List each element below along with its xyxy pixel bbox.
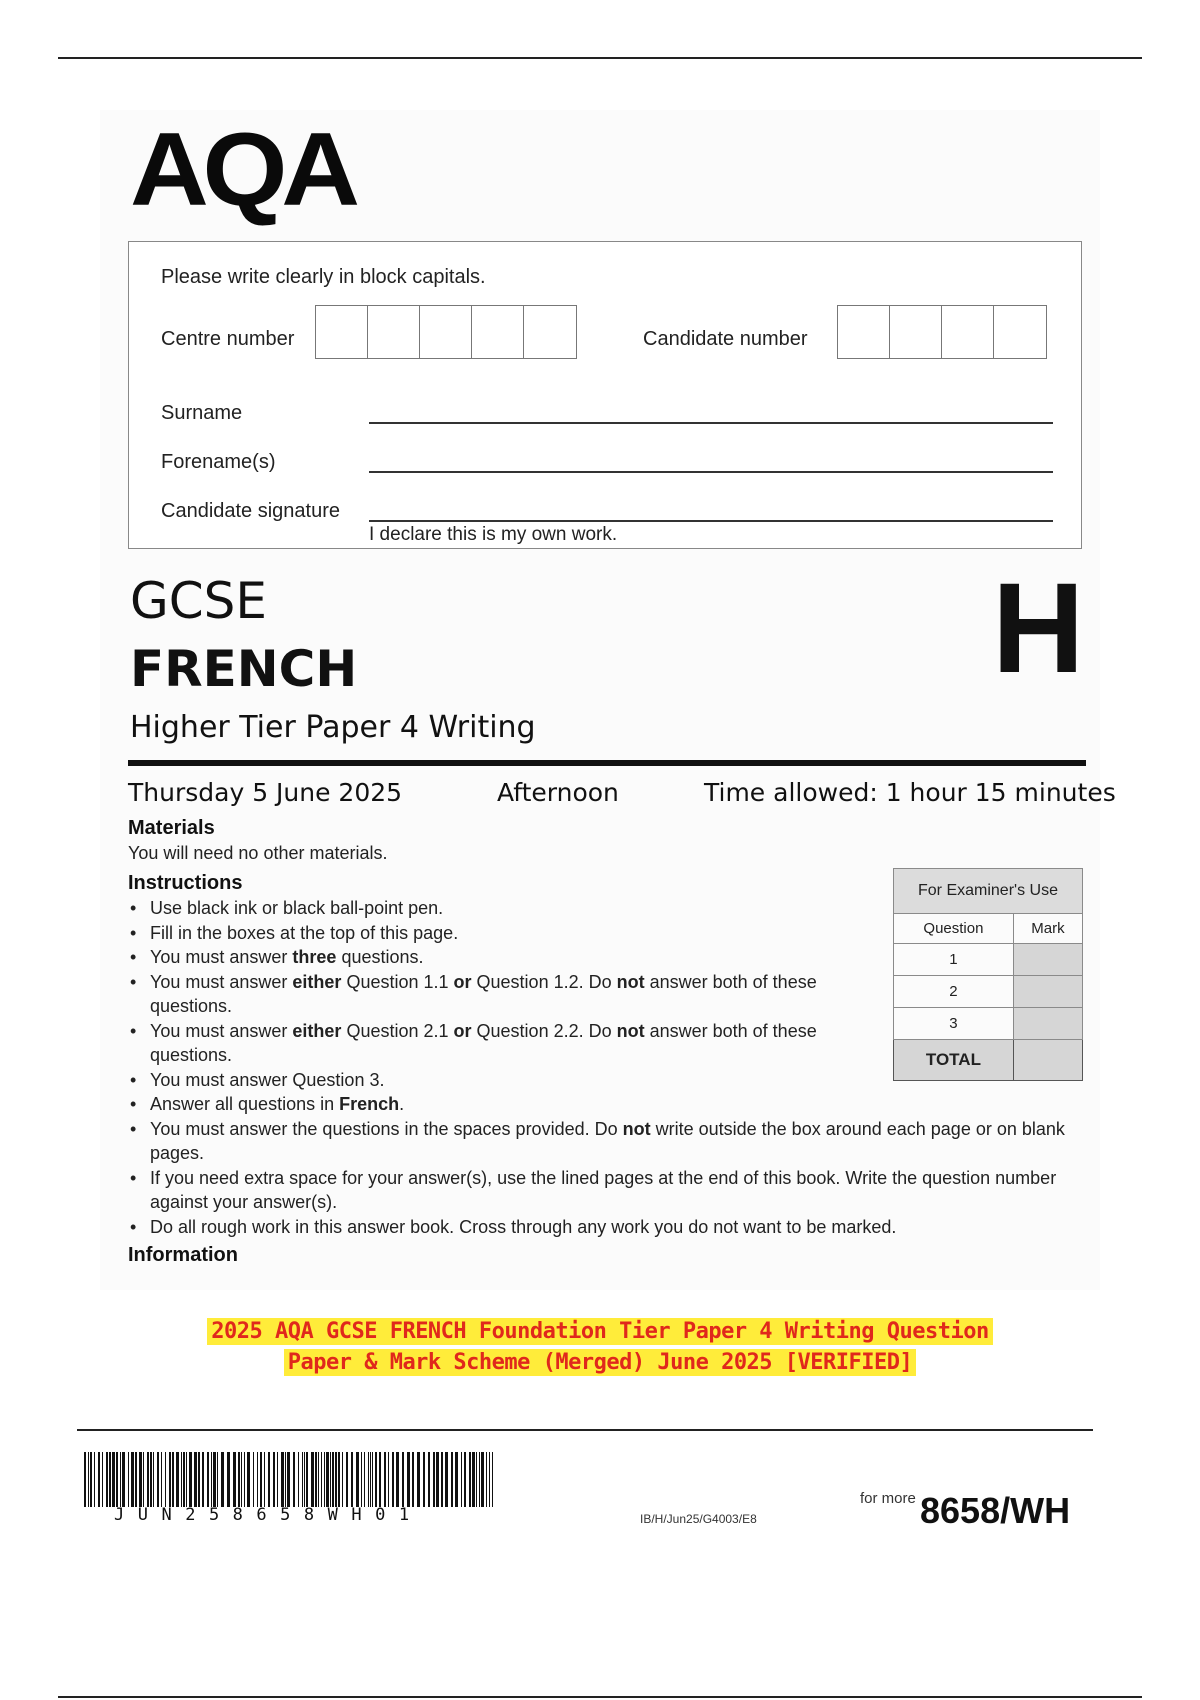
barcode-bar	[455, 1452, 458, 1507]
title-divider	[128, 760, 1086, 766]
forenames-label: Forename(s)	[161, 451, 276, 473]
instruction-text: answer both of these questions.	[150, 1020, 817, 1065]
instruction-emphasis: or	[453, 1020, 472, 1041]
mark-cell	[1013, 976, 1082, 1008]
barcode-bar	[147, 1452, 149, 1507]
mark-column-header: Mark	[1013, 914, 1082, 944]
forenames-line[interactable]	[369, 471, 1053, 473]
declaration-text: I declare this is my own work.	[369, 524, 618, 545]
instruction-text: Question 2.2. Do	[471, 1020, 617, 1041]
question-number: 1	[894, 944, 1014, 976]
instruction-text: You must answer	[150, 1020, 293, 1041]
barcode-bar	[342, 1452, 343, 1507]
barcode-bar	[298, 1452, 299, 1507]
barcode-bar	[106, 1452, 108, 1507]
barcode-bar	[102, 1452, 103, 1507]
barcode-bar	[326, 1452, 329, 1507]
barcode-bar	[433, 1452, 435, 1507]
instruction-emphasis: or	[453, 971, 472, 992]
instruction-emphasis: either	[292, 971, 342, 992]
barcode-bar	[120, 1452, 121, 1507]
candidate-number-label: Candidate number	[643, 328, 808, 350]
materials-text: You will need no other materials.	[128, 843, 388, 863]
barcode-bar	[486, 1452, 487, 1507]
signature-label: Candidate signature	[161, 500, 341, 522]
top-rule	[58, 57, 1142, 59]
barcode-bar	[472, 1452, 475, 1507]
instruction-text: Fill in the boxes at the top of this page.	[150, 922, 459, 943]
candidate-number-digit[interactable]	[890, 306, 942, 358]
barcode-bar	[306, 1452, 308, 1507]
barcode-bar	[396, 1452, 399, 1507]
barcode-bar	[281, 1452, 284, 1507]
barcode-text: JUN258658WH01	[114, 1505, 423, 1525]
barcode-bar	[213, 1452, 216, 1507]
instruction-text: You must answer the questions in the spaces provided. Do	[150, 1118, 623, 1139]
barcode-bar	[227, 1452, 230, 1507]
barcode-bar	[88, 1452, 89, 1507]
barcode-bar	[445, 1452, 448, 1507]
barcode-bar	[150, 1452, 152, 1507]
barcode-bar	[476, 1452, 477, 1507]
barcode-bar	[335, 1452, 337, 1507]
instruction-emphasis: not	[616, 971, 645, 992]
information-heading: Information	[128, 1244, 238, 1266]
barcode-bar	[402, 1452, 404, 1507]
barcode-bar	[94, 1452, 95, 1507]
candidate-details-box	[128, 241, 1082, 549]
barcode-graphic	[84, 1452, 500, 1507]
barcode-bar	[181, 1452, 182, 1507]
instruction-text: You must answer	[150, 971, 293, 992]
barcode-bar	[436, 1452, 439, 1507]
barcode-bar	[417, 1452, 420, 1507]
barcode-bar	[441, 1452, 443, 1507]
barcode-bar	[318, 1452, 319, 1507]
barcode-bar	[207, 1452, 209, 1507]
barcode-bar	[412, 1452, 414, 1507]
barcode-bar	[428, 1452, 430, 1507]
instruction-item	[128, 1166, 1078, 1215]
question-number: 2	[894, 976, 1014, 1008]
instruction-text: Question 1.1	[341, 971, 454, 992]
instruction-item	[128, 1019, 870, 1068]
barcode-bar	[370, 1452, 371, 1507]
barcode-bar	[330, 1452, 331, 1507]
instruction-text: questions.	[336, 947, 424, 967]
barcode-bar	[302, 1452, 303, 1507]
surname-label: Surname	[161, 402, 243, 424]
instruction-item	[128, 1092, 1078, 1117]
instruction-text: Question 1.2. Do	[471, 971, 617, 992]
barcode-bar	[268, 1452, 270, 1507]
instruction-text: .	[399, 1094, 405, 1114]
barcode-bar	[98, 1452, 100, 1507]
barcode-bar	[169, 1452, 171, 1507]
barcode-bar	[90, 1452, 92, 1507]
centre-number-digit[interactable]	[316, 306, 368, 358]
barcode-bar	[264, 1452, 265, 1507]
barcode-bar	[304, 1452, 305, 1507]
barcode-bar	[143, 1452, 144, 1507]
barcode-bar	[324, 1452, 325, 1507]
instruction-text: Use black ink or black ball-point pen.	[150, 898, 444, 918]
barcode-bar	[346, 1452, 348, 1507]
paper-code: 8658/WH	[920, 1490, 1071, 1531]
instruction-text: You must answer Question 3.	[150, 1069, 385, 1090]
barcode-bar	[135, 1452, 137, 1507]
paper-reference: IB/H/Jun25/G4003/E8	[640, 1512, 757, 1526]
barcode-bar	[238, 1452, 240, 1507]
barcode-bar	[364, 1452, 365, 1507]
footer-rule	[77, 1429, 1093, 1431]
instruction-item	[128, 970, 870, 1019]
aqa-logo: AQA	[130, 112, 354, 228]
total-label: TOTAL	[894, 1040, 1014, 1081]
centre-number-digit[interactable]	[420, 306, 472, 358]
barcode-bar	[116, 1452, 118, 1507]
barcode-bar	[489, 1452, 490, 1507]
tier-letter: H	[992, 557, 1085, 700]
barcode-bar	[244, 1452, 245, 1507]
barcode-bar	[338, 1452, 340, 1507]
barcode-bar	[172, 1452, 174, 1507]
barcode-bar	[407, 1452, 410, 1507]
barcode-bar	[392, 1452, 394, 1507]
instruction-emphasis: not	[616, 1020, 645, 1041]
instruction-item	[128, 1215, 1078, 1240]
instruction-text: Answer all questions in	[150, 1094, 340, 1114]
barcode-bar	[217, 1452, 218, 1507]
instruction-emphasis: three	[292, 947, 337, 967]
barcode-bar	[287, 1452, 290, 1507]
barcode-bar	[368, 1452, 369, 1507]
barcode-bar	[189, 1452, 192, 1507]
instructions-heading: Instructions	[128, 872, 243, 894]
barcode-bar	[161, 1452, 162, 1507]
barcode-bar	[241, 1452, 242, 1507]
centre-number-label: Centre number	[161, 328, 295, 350]
instruction-text: You must answer	[150, 947, 293, 967]
barcode-bar	[361, 1452, 362, 1507]
block-capitals-instruction: Please write clearly in block capitals.	[161, 266, 486, 288]
barcode-bar	[157, 1452, 159, 1507]
examiners-use-table	[893, 868, 1083, 1081]
barcode-bar	[112, 1452, 115, 1507]
barcode-bar	[139, 1452, 142, 1507]
materials-heading: Materials	[128, 817, 215, 839]
barcode-bar	[315, 1452, 317, 1507]
barcode-bar	[379, 1452, 381, 1507]
question-number: 3	[894, 1008, 1014, 1040]
barcode-bar	[122, 1452, 125, 1507]
qualification-title: GCSE	[130, 572, 267, 630]
barcode-bar	[211, 1452, 212, 1507]
total-mark-cell	[1013, 1040, 1082, 1081]
instruction-emphasis: not	[622, 1118, 651, 1139]
barcode-bar	[464, 1452, 466, 1507]
barcode-bar	[176, 1452, 179, 1507]
barcode-bar	[260, 1452, 262, 1507]
centre-number-boxes[interactable]	[315, 305, 577, 359]
barcode-bar	[469, 1452, 471, 1507]
exam-date: Thursday 5 June 2025	[128, 778, 403, 807]
barcode-bar	[351, 1452, 353, 1507]
barcode-bar	[109, 1452, 111, 1507]
promo-banner-line2: Paper & Mark Scheme (Merged) June 2025 [VERIFIED]	[284, 1349, 917, 1376]
question-column-header: Question	[894, 914, 1014, 944]
barcode-bar	[332, 1452, 334, 1507]
barcode-bar	[198, 1452, 200, 1507]
promo-banner	[0, 1316, 1200, 1378]
instruction-text: If you need extra space for your answer(s), use the lined pages at the end of this book. Write the question number against your answer(s).	[150, 1167, 1057, 1212]
barcode-bar	[372, 1452, 373, 1507]
barcode-bar	[153, 1452, 154, 1507]
barcode-bar	[388, 1452, 389, 1507]
barcode-bar	[384, 1452, 386, 1507]
instruction-emphasis: either	[292, 1020, 342, 1041]
mark-cell	[1013, 944, 1082, 976]
barcode-bar	[321, 1452, 322, 1507]
instruction-item	[128, 1117, 1078, 1166]
candidate-number-digit[interactable]	[994, 306, 1046, 358]
barcode-bar	[165, 1452, 166, 1507]
signature-line[interactable]	[369, 520, 1053, 522]
barcode-bar	[451, 1452, 453, 1507]
candidate-number-digit[interactable]	[942, 306, 994, 358]
barcode-bar	[257, 1452, 258, 1507]
barcode-bar	[461, 1452, 462, 1507]
barcode-bar	[356, 1452, 359, 1507]
barcode-bar	[285, 1452, 286, 1507]
bottom-rule	[58, 1696, 1142, 1698]
subject-title: FRENCH	[130, 640, 358, 698]
centre-number-digit[interactable]	[368, 306, 420, 358]
promo-banner-line1: 2025 AQA GCSE FRENCH Foundation Tier Paper 4 Writing Question	[207, 1318, 992, 1345]
barcode-bar	[273, 1452, 275, 1507]
barcode-bar	[247, 1452, 250, 1507]
barcode-bar	[492, 1452, 493, 1507]
barcode-bar	[183, 1452, 185, 1507]
barcode-bar	[293, 1452, 295, 1507]
examiners-use-title: For Examiner's Use	[894, 869, 1083, 914]
tier-title: Higher Tier Paper 4 Writing	[130, 710, 536, 745]
barcode-bar	[233, 1452, 236, 1507]
time-allowed: Time allowed: 1 hour 15 minutes	[704, 778, 1116, 807]
barcode-bar	[84, 1452, 86, 1507]
barcode-bar	[375, 1452, 377, 1507]
candidate-number-boxes[interactable]	[837, 305, 1047, 359]
barcode-bar	[221, 1452, 224, 1507]
instruction-text: answer both of these questions.	[150, 971, 817, 1016]
barcode-bar	[277, 1452, 278, 1507]
mark-cell	[1013, 1008, 1082, 1040]
barcode-bar	[194, 1452, 197, 1507]
barcode-bar	[481, 1452, 484, 1507]
barcode-bar	[202, 1452, 204, 1507]
exam-session: Afternoon	[497, 778, 619, 807]
barcode-bar	[311, 1452, 314, 1507]
barcode-bar	[128, 1452, 129, 1507]
surname-line[interactable]	[369, 422, 1053, 424]
more-link-text: for more	[860, 1490, 916, 1507]
barcode-bar	[423, 1452, 425, 1507]
instruction-text: Question 2.1	[341, 1020, 454, 1041]
instruction-emphasis: French	[339, 1094, 400, 1114]
barcode-bar	[186, 1452, 187, 1507]
barcode-bar	[479, 1452, 480, 1507]
barcode-bar	[253, 1452, 254, 1507]
instruction-text: Do all rough work in this answer book. Cross through any work you do not want to be marked.	[150, 1216, 897, 1237]
barcode-bar	[131, 1452, 134, 1507]
centre-number-digit[interactable]	[472, 306, 524, 358]
centre-number-digit[interactable]	[524, 306, 576, 358]
candidate-number-digit[interactable]	[838, 306, 890, 358]
instruction-text: write outside the box around each page or on blank pages.	[150, 1118, 1065, 1163]
